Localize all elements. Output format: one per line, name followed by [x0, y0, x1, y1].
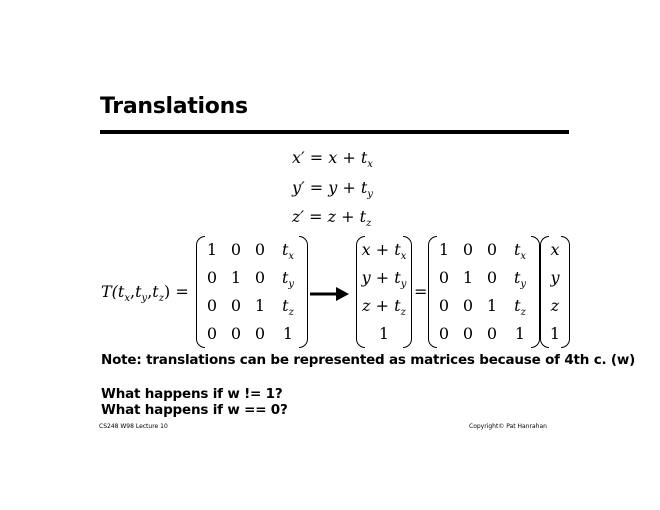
result-vector-cell: $x + t_x$	[361, 240, 407, 262]
translation-matrix-cell: $t_x$	[281, 240, 295, 262]
footer-course: CS248 W98 Lecture 10	[99, 423, 168, 430]
rhs-matrix-cell: 0	[438, 324, 450, 343]
equation-x	[292, 148, 373, 170]
translation-matrix-cell: 1	[230, 268, 242, 287]
arg-t3: t	[152, 282, 159, 301]
translation-matrix-cell: 1	[254, 296, 266, 315]
result-vector	[356, 236, 412, 348]
translation-matrix-cell: 0	[230, 296, 242, 315]
translation-matrix-cell: $t_z$	[282, 296, 294, 318]
result-vector-cell: 1	[378, 324, 390, 343]
result-vector-cell: $y + t_y$	[361, 268, 407, 290]
point-vector-cell: z	[550, 296, 560, 315]
footer-copyright: Copyright© Pat Hanrahan	[469, 423, 547, 430]
equation-z-text: z′ = z + t	[292, 207, 367, 226]
equation-z-sub: z	[366, 218, 372, 229]
rhs-matrix-cell: 0	[462, 296, 474, 315]
point-vector	[540, 236, 570, 348]
rhs-matrix-cell: 1	[462, 268, 474, 287]
point-vector-cell: 1	[549, 324, 561, 343]
translation-matrix-cell: 0	[254, 240, 266, 259]
right-arrow-icon	[310, 284, 350, 304]
equation-y-text: y′ = y + t	[292, 178, 368, 197]
rhs-matrix-cell: 0	[438, 268, 450, 287]
right-bracket	[531, 236, 540, 348]
arg-s2: y	[141, 293, 148, 304]
function-name: T(	[101, 282, 118, 301]
rhs-matrix-cell: $t_z$	[514, 296, 526, 318]
rhs-matrix-cell: 0	[438, 296, 450, 315]
point-vector-cell: x	[550, 240, 560, 259]
translation-matrix-cell: 0	[206, 268, 218, 287]
translation-function: $T(t_x,t_y,t_z)$ =	[101, 282, 189, 304]
question-2: What happens if w == 0?	[101, 402, 288, 418]
title-rule	[100, 130, 569, 134]
rhs-matrix	[428, 236, 540, 348]
translation-matrix-cell: 0	[230, 324, 242, 343]
function-close: ) =	[164, 282, 189, 301]
translation-matrix	[196, 236, 308, 348]
right-bracket	[299, 236, 308, 348]
arg-s1: x	[124, 293, 130, 304]
translation-matrix-cell: $t_y$	[281, 268, 295, 290]
equals-sign: =	[414, 282, 428, 301]
translation-matrix-cell: 0	[206, 324, 218, 343]
equation-x-text: x′ = x + t	[292, 148, 368, 167]
rhs-matrix-cell: 1	[514, 324, 526, 343]
arg-s3: z	[158, 293, 164, 304]
result-vector-cell: $z + t_z$	[362, 296, 406, 318]
rhs-matrix-cell: 1	[486, 296, 498, 315]
translation-matrix-cell: 0	[206, 296, 218, 315]
translation-matrix-cell: 1	[282, 324, 294, 343]
rhs-matrix-cell: 0	[462, 240, 474, 259]
equation-y-sub: y	[367, 189, 373, 200]
translation-matrix-cell: 0	[230, 240, 242, 259]
arg-t2: t	[135, 282, 142, 301]
translation-matrix-cell: 1	[206, 240, 218, 259]
question-1: What happens if w != 1?	[101, 386, 283, 402]
rhs-matrix-cell: 1	[438, 240, 450, 259]
translation-matrix-cell: 0	[254, 268, 266, 287]
equation-y	[292, 178, 373, 200]
rhs-matrix-cell: 0	[486, 324, 498, 343]
rhs-matrix-cell: $t_x$	[513, 240, 527, 262]
rhs-matrix-cell: 0	[486, 268, 498, 287]
rhs-matrix-cell: 0	[462, 324, 474, 343]
slide-title: Translations	[100, 94, 248, 119]
translation-matrix-cell: 0	[254, 324, 266, 343]
rhs-matrix-cell: $t_y$	[513, 268, 527, 290]
note-text: Note: translations can be represented as matrices because of 4th c. (w)	[101, 352, 636, 368]
point-vector-cell: y	[550, 268, 560, 287]
arg-t1: t	[117, 282, 125, 301]
equation-x-sub: x	[367, 159, 373, 170]
rhs-matrix-cell: 0	[486, 240, 498, 259]
equation-z	[292, 207, 371, 229]
